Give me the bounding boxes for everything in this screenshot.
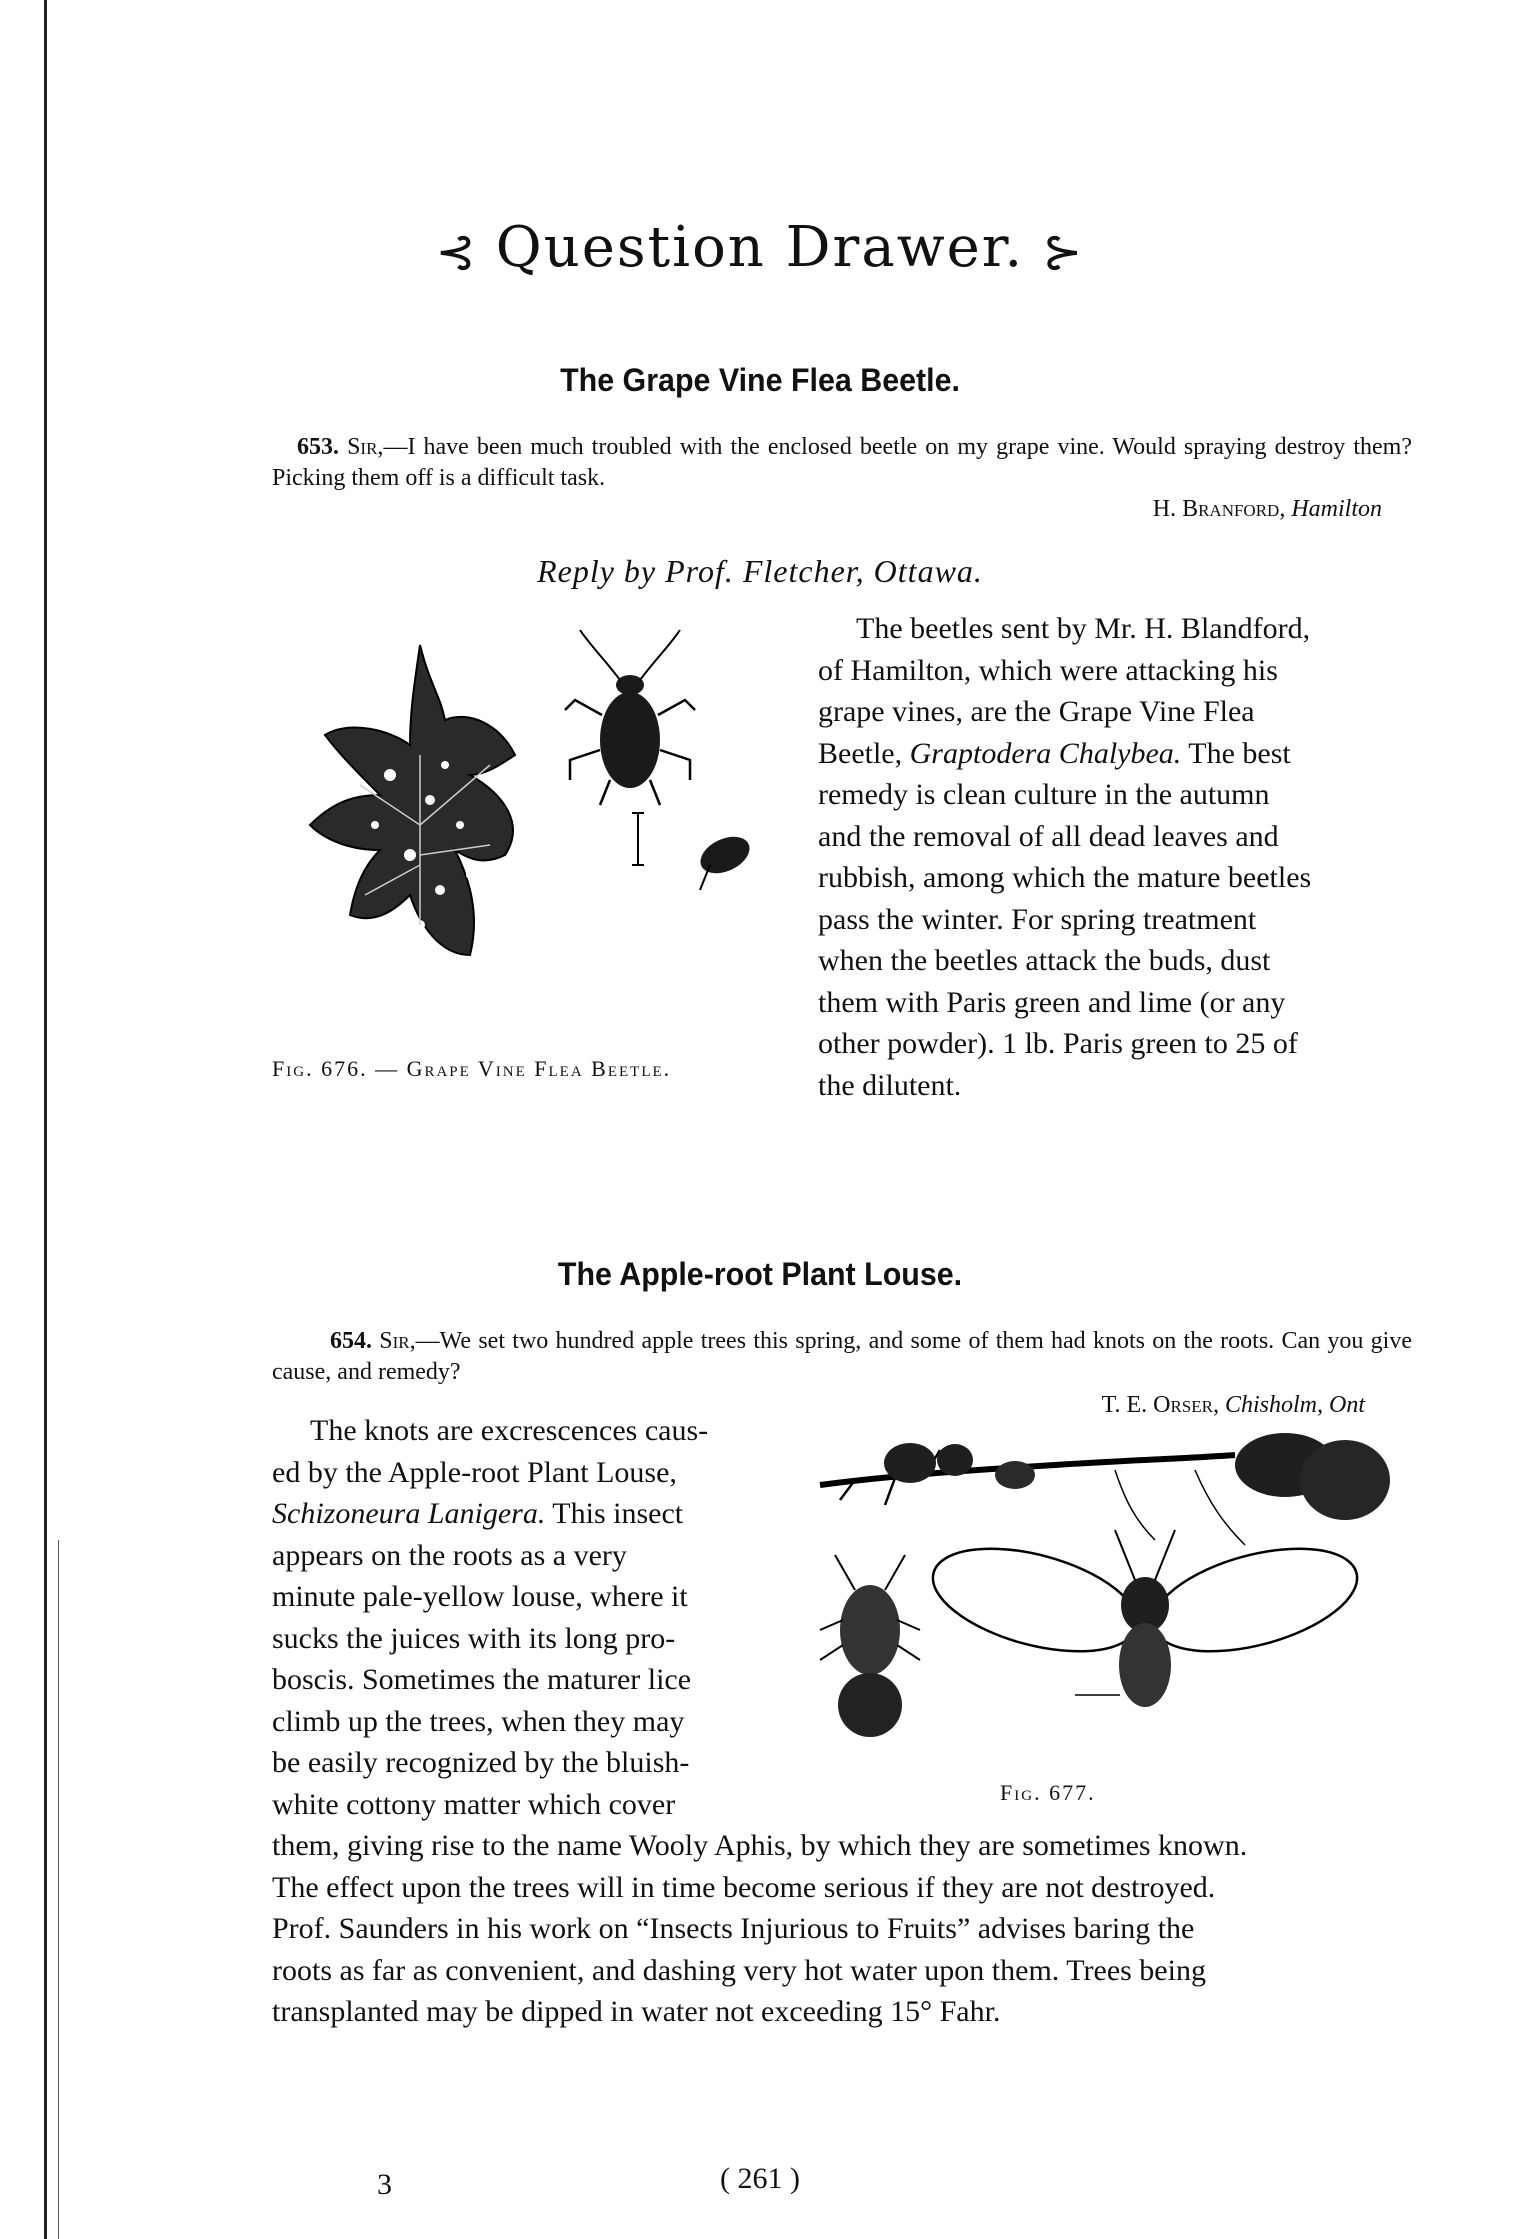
grape-leaf-drawing (310, 645, 515, 955)
reply-line: when the beetles attack the buds, dust (818, 944, 1271, 977)
question-salutation: Sir, (379, 1328, 416, 1354)
reply-line-with-species (818, 733, 1410, 775)
answer-line: them, giving rise to the name Wooly Aphis, by which they are sometimes known. (272, 1829, 1248, 1862)
question-salutation: Sir, (347, 434, 384, 460)
section-title-apple-root: The Apple-root Plant Louse. (557, 1256, 963, 1292)
answer-line: Prof. Saunders in his work on “Insects Injurious to Fruits” advises baring the (272, 1912, 1195, 1945)
answer-line: boscis. Sometimes the maturer lice (272, 1663, 692, 1696)
page-binding-edge-inner (58, 1540, 59, 2239)
ornament-right-icon: ⊱ (1042, 223, 1085, 280)
answer-line: climb up the trees, when they may (272, 1704, 685, 1738)
signature-654 (1102, 1392, 1365, 1419)
answer-line: sucks the juices with its long pro- (272, 1621, 676, 1655)
reply-line: The beetles sent by Mr. H. Blandford, (856, 612, 1311, 645)
section-title-grape-vine: The Grape Vine Flea Beetle. (560, 362, 960, 398)
beetle-scale-bar (632, 813, 644, 865)
signature-place: Chisholm, Ont (1224, 1392, 1365, 1418)
page-binding-edge (44, 0, 47, 2239)
figure-677-caption: Fig. 677. (1000, 1780, 1096, 1805)
answer-line: roots as far as convenient, and dashing very hot water upon them. Trees being (272, 1953, 1206, 1987)
answer-line: minute pale-yellow louse, where it (272, 1580, 688, 1613)
page-header (0, 215, 1520, 280)
signature-name: H. Branford, (1152, 496, 1286, 522)
apple-root-with-knots-drawing (820, 1433, 1390, 1545)
question-653 (272, 432, 1412, 494)
reply-line: and the removal of all dead leaves and (818, 819, 1279, 853)
answer-line-with-species (272, 1493, 782, 1535)
scientific-name: Schizoneura Lanigera. (272, 1497, 546, 1530)
reply-line: remedy is clean culture in the autumn (818, 778, 1270, 811)
answer-654-full-width (272, 1825, 1412, 2033)
flea-beetle-drawing (565, 630, 695, 805)
signature-mark: 3 (377, 2168, 392, 2201)
answer-654-column (272, 1410, 782, 1825)
reply-line: of Hamilton, which were attacking his (818, 653, 1278, 687)
page-number: ( 261 ) (720, 2162, 800, 2195)
reply-line: grape vines, are the Grape Vine Flea (818, 695, 1255, 728)
answer-line: The knots are excrescences caus- (310, 1414, 709, 1447)
figure-676-illustration (270, 625, 800, 1055)
reply-by-line: Reply by Prof. Fletcher, Ottawa. (537, 553, 983, 589)
answer-line: appears on the roots as a very (272, 1538, 627, 1572)
reply-line: pass the winter. For spring treatment (818, 902, 1257, 936)
figure-676-caption: Fig. 676. — Grape Vine Flea Beetle. (272, 1056, 672, 1081)
reply-line: other powder). 1 lb. Paris green to 25 of (818, 1027, 1298, 1060)
beetle-side-view-drawing (695, 830, 756, 890)
answer-line: white cottony matter which cover (272, 1787, 676, 1821)
figure-677-illustration (815, 1430, 1415, 1780)
reply-line: the dilutent. (818, 1068, 962, 1102)
reply-line-suffix: The best (1181, 736, 1291, 770)
question-text: —We set two hundred apple trees this spring, and some of them had knots on the roots. Can you give cause, and remedy? (272, 1328, 1412, 1385)
question-number: 654. (330, 1328, 372, 1354)
ornament-left-icon: ⊰ (435, 223, 478, 280)
question-text: —I have been much troubled with the enclosed beetle on my grape vine. Would spraying destroy them? Picking them off is a difficult task. (272, 434, 1413, 491)
reply-paragraph-653 (818, 608, 1410, 1106)
answer-line: transplanted may be dipped in water not exceeding 15° Fahr. (272, 1995, 1001, 2028)
signature-name: T. E. Orser, (1101, 1392, 1219, 1418)
louse-winged-drawing (922, 1529, 1368, 1707)
signature-653 (1153, 496, 1382, 523)
answer-line: ed by the Apple-root Plant Louse, (272, 1455, 677, 1489)
answer-line: be easily recognized by the bluish- (272, 1746, 690, 1779)
header-title: Question Drawer. (495, 215, 1025, 280)
reply-line: rubbish, among which the mature beetles (818, 861, 1312, 894)
reply-line-prefix: Beetle, (818, 736, 910, 770)
signature-place: Hamilton (1291, 496, 1382, 522)
scientific-name: Graptodera Chalybea. (909, 736, 1182, 770)
louse-wingless-drawing (820, 1555, 920, 1737)
answer-line: The effect upon the trees will in time become serious if they are not destroyed. (272, 1870, 1216, 1904)
question-number: 653. (297, 434, 339, 460)
answer-line-suffix: This insect (545, 1497, 684, 1530)
reply-line: them with Paris green and lime (or any (818, 985, 1286, 1019)
question-654 (272, 1326, 1412, 1388)
